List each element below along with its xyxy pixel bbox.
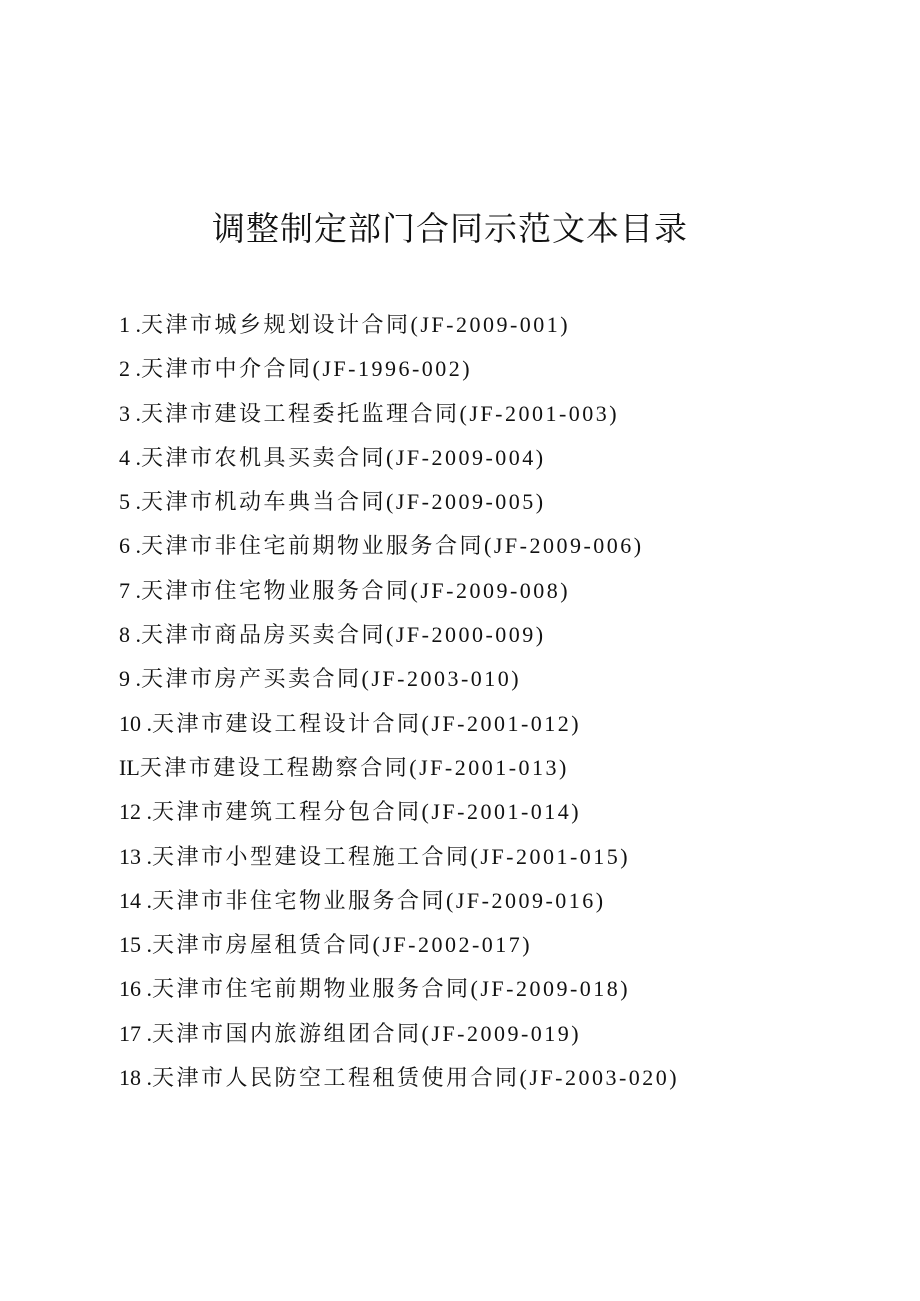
item-number: 12 .: [119, 799, 152, 825]
list-item: [119, 439, 679, 483]
item-text: 天津市商品房买卖合同(JF-2000-009): [141, 622, 546, 648]
list-item: [119, 395, 679, 439]
item-text: 天津市城乡规划设计合同(JF-2009-001): [141, 312, 571, 337]
list-item: [119, 1015, 679, 1059]
list-item: [119, 1059, 679, 1103]
item-number: 7 .: [119, 577, 141, 603]
list-item: [119, 483, 679, 527]
list-item: [119, 572, 679, 616]
item-number: 10 .: [119, 710, 152, 736]
list-item: [119, 306, 679, 350]
item-text: 天津市房屋租赁合同(JF-2002-017): [152, 932, 533, 958]
list-item: [119, 970, 679, 1014]
item-number: 8 .: [119, 622, 141, 648]
contract-list: [119, 306, 679, 1103]
item-number: 2 .: [119, 356, 141, 382]
list-item: [119, 926, 679, 970]
item-text: 天津市中介合同(JF-1996-002): [141, 356, 473, 382]
item-number: 14 .: [119, 887, 152, 913]
item-text: 天津市机动车典当合同(JF-2009-005): [141, 489, 546, 515]
item-text: 天津市住宅前期物业服务合同(JF-2009-018): [152, 976, 631, 1002]
item-text: 天津市建设工程设计合同(JF-2001-012): [152, 710, 582, 736]
item-number: 4 .: [119, 444, 141, 470]
item-text: 天津市房产买卖合同(JF-2003-010): [141, 666, 522, 692]
list-item: [119, 882, 679, 926]
item-number: 9 .: [119, 666, 141, 692]
item-text: 天津市建筑工程分包合同(JF-2001-014): [152, 799, 582, 825]
item-number: 6 .: [119, 533, 141, 559]
list-item: [119, 527, 679, 571]
document-title: 调整制定部门合同示范文本目录: [212, 212, 688, 248]
item-text: 天津市住宅物业服务合同(JF-2009-008): [141, 577, 571, 603]
list-item: [119, 705, 679, 749]
item-number: 17 .: [119, 1020, 152, 1046]
item-text: 天津市小型建设工程施工合同(JF-2001-015): [152, 843, 631, 869]
item-number: 1 .: [119, 312, 141, 337]
item-number: 13 .: [119, 843, 152, 869]
item-number: 15 .: [119, 932, 152, 958]
item-text: 天津市非住宅前期物业服务合同(JF-2009-006): [141, 533, 644, 559]
item-number: 16 .: [119, 976, 152, 1002]
item-text: 天津市人民防空工程租赁使用合同(JF-2003-020): [152, 1065, 680, 1091]
item-text: 天津市国内旅游组团合同(JF-2009-019): [152, 1020, 582, 1046]
list-item: [119, 793, 679, 837]
list-item: [119, 616, 679, 660]
item-text: 天津市农机具买卖合同(JF-2009-004): [141, 444, 546, 470]
item-number: 3 .: [119, 400, 141, 426]
item-text: 天津市非住宅物业服务合同(JF-2009-016): [152, 887, 606, 913]
item-text: 天津市建设工程勘察合同(JF-2001-013): [139, 754, 569, 780]
item-number: IL: [119, 754, 140, 780]
list-item: [119, 660, 679, 704]
list-item: [119, 838, 679, 882]
item-number: 5 .: [119, 489, 141, 515]
item-text: 天津市建设工程委托监理合同(JF-2001-003): [141, 400, 620, 426]
item-number: 18 .: [119, 1065, 152, 1091]
list-item: [119, 350, 679, 394]
list-item: [119, 749, 679, 793]
